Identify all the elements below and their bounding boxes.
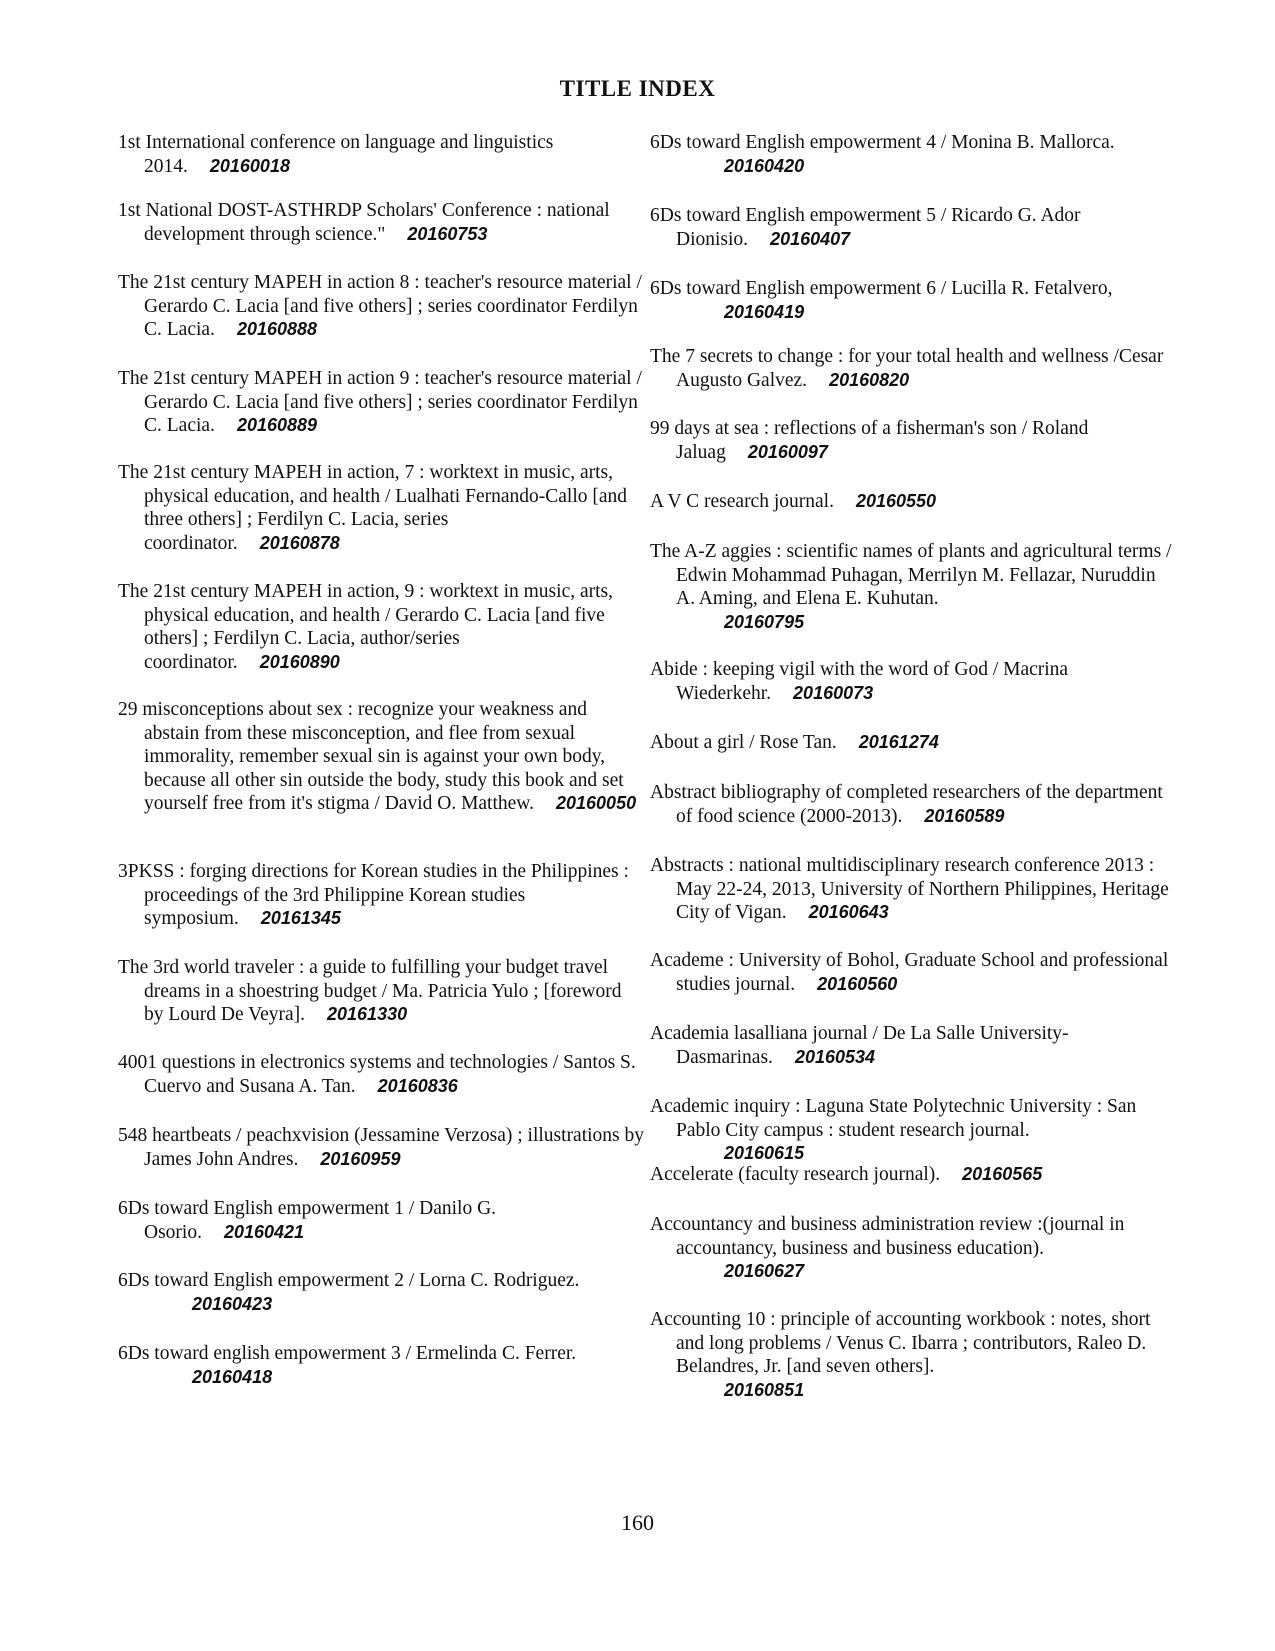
- entry-number: 20160073: [793, 682, 874, 703]
- entry-number: 20160753: [407, 223, 488, 244]
- entry-title: 6Ds toward English empowerment 5 / Ricardo G. Ador Dionisio.: [650, 205, 1081, 250]
- entry-title: 99 days at sea : reflections of a fisherman's son / Roland Jaluag: [650, 418, 1089, 463]
- entry-number: 20160407: [770, 228, 851, 249]
- entry-title: 4001 questions in electronics systems and technologies / Santos S. Cuervo and Susana A. Tan.: [118, 1052, 636, 1097]
- entry-title: Academic inquiry : Laguna State Polytechnic University : San Pablo City campus : student research journal.: [650, 1096, 1137, 1141]
- entry-number: 20160959: [320, 1148, 401, 1169]
- entry-number: 20160615: [724, 1143, 805, 1163]
- index-entry: [650, 345, 1176, 392]
- index-entry: [118, 1197, 644, 1244]
- index-entry: [118, 580, 644, 674]
- entry-title: The 3rd world traveler : a guide to fulfilling your budget travel dreams in a shoestring budget / Ma. Patricia Yulo ; [foreword by Lourd De Veyra].: [118, 957, 622, 1025]
- entry-number: 20160820: [829, 369, 910, 390]
- entry-title: The 7 secrets to change : for your total health and wellness /Cesar Augusto Galvez.: [650, 346, 1164, 391]
- entry-number: 20160418: [192, 1366, 273, 1387]
- entry-title: Accounting 10 : principle of accounting workbook : notes, short and long problems / Venus C. Ibarra ; contributors, Raleo D. Belandres, Jr. [and seven others].: [650, 1309, 1151, 1377]
- entry-title: 6Ds toward English empowerment 4 / Monina B. Mallorca.: [650, 132, 1115, 153]
- entry-number: 20160888: [236, 319, 318, 339]
- index-entry: [118, 860, 644, 931]
- entry-number: 20160550: [855, 491, 937, 511]
- index-entry: [650, 1308, 1176, 1402]
- index-entry: [118, 199, 644, 246]
- index-entry: [650, 417, 1176, 464]
- entry-title: A V C research journal.: [650, 491, 834, 512]
- entry-number: 20160851: [724, 1379, 805, 1400]
- entry-title: 6Ds toward English empowerment 6 / Lucilla R. Fetalvero,: [650, 278, 1113, 299]
- entry-number: 20160050: [556, 793, 637, 813]
- entry-title: The 21st century MAPEH in action, 7 : worktext in music, arts, physical education, and health / Lualhati Fernando-Callo [and three others] ; Ferdilyn C. Lacia, series coordinator.: [118, 462, 628, 554]
- index-entry: [650, 277, 1176, 324]
- entry-title: Abstracts : national multidisciplinary research conference 2013 : May 22-24, 2013, University of Northern Philippines, Heritage City of Vigan.: [650, 855, 1169, 923]
- entry-title: 548 heartbeats / peachxvision (Jessamine Verzosa) ; illustrations by James John Andres.: [118, 1125, 645, 1170]
- index-entry: [118, 367, 644, 438]
- entry-number: 20160097: [747, 441, 828, 462]
- entry-title: 1st National DOST-ASTHRDP Scholars' Conference : national development through science.": [118, 200, 610, 245]
- entry-number: 20160643: [808, 902, 889, 922]
- entry-number: 20160795: [724, 611, 805, 632]
- page-title: TITLE INDEX: [559, 76, 716, 101]
- entry-title: Academia lasalliana journal / De La Salle University-Dasmarinas.: [650, 1023, 1069, 1068]
- entry-title: The A-Z aggies : scientific names of plants and agricultural terms / Edwin Mohammad Puhagan, Merrilyn M. Fellazar, Nuruddin A. Aming, and Elena E. Kuhutan.: [650, 541, 1172, 609]
- index-entry: [118, 956, 644, 1027]
- index-entry: [650, 731, 1176, 755]
- entry-title: 3PKSS : forging directions for Korean studies in the Philippines : proceedings of the 3rd Philippine Korean studies symposium.: [118, 861, 629, 929]
- page-number: 160: [621, 1510, 654, 1535]
- index-entry: [118, 131, 644, 178]
- index-entry: [118, 271, 644, 342]
- entry-number: 20160878: [259, 532, 340, 553]
- entry-number: 20161274: [858, 732, 939, 752]
- index-entry: [650, 204, 1176, 251]
- index-entry: [650, 1213, 1176, 1284]
- index-entry: [118, 1051, 644, 1098]
- entry-title: 6Ds toward english empowerment 3 / Ermelinda C. Ferrer.: [118, 1343, 577, 1364]
- entry-number: 20160890: [259, 651, 340, 672]
- entry-title: Accelerate (faculty research journal).: [650, 1164, 941, 1185]
- index-entry: [118, 1269, 644, 1316]
- entry-title: The 21st century MAPEH in action, 9 : worktext in music, arts, physical education, and health / Gerardo C. Lacia [and five others] ; Ferdilyn C. Lacia, author/series coordinator.: [118, 581, 614, 673]
- index-entry: [650, 658, 1176, 705]
- entry-title: 1st International conference on language and linguistics 2014.: [118, 132, 554, 177]
- entry-number: 20160589: [924, 805, 1005, 826]
- index-entry: [118, 1342, 644, 1389]
- index-entry: [650, 781, 1176, 828]
- index-entry: [118, 1124, 644, 1171]
- entry-number: 20160889: [236, 415, 318, 435]
- entry-number: 20160018: [209, 155, 290, 176]
- entry-title: 6Ds toward English empowerment 1 / Danilo G. Osorio.: [118, 1198, 497, 1243]
- entry-title: Abstract bibliography of completed researchers of the department of food science (2000-2013).: [650, 782, 1163, 827]
- index-entry: [650, 540, 1176, 634]
- entry-number: 20160419: [724, 301, 805, 322]
- entry-number: 20160836: [377, 1075, 458, 1096]
- entry-number: 20160534: [794, 1046, 876, 1067]
- entry-title: 6Ds toward English empowerment 2 / Lorna C. Rodriguez.: [118, 1270, 580, 1291]
- index-entry: [650, 1022, 1176, 1069]
- entry-number: 20161330: [327, 1004, 408, 1024]
- index-entry: [650, 131, 1176, 178]
- entry-number: 20161345: [260, 908, 341, 928]
- entry-title: 29 misconceptions about sex : recognize your weakness and abstain from these misconception, and flee from sexual immorality, remember sexual sin is against your own body, because all other sin outside the body, study this book and set yourself free from it's stigma / David O. Matthew.: [118, 699, 624, 814]
- entry-number: 20160423: [192, 1293, 273, 1314]
- index-entry: [650, 854, 1176, 925]
- entry-number: 20160420: [724, 155, 805, 176]
- index-entry: [118, 461, 644, 555]
- entry-number: 20160565: [962, 1164, 1043, 1184]
- entry-title: The 21st century MAPEH in action 8 : teacher's resource material / Gerardo C. Lacia [and five others] ; series coordinator Ferdilyn C. Lacia.: [118, 272, 642, 340]
- index-entry: [118, 698, 644, 816]
- index-entry: [650, 490, 1176, 514]
- index-entry: [650, 1095, 1176, 1166]
- entry-number: 20160560: [817, 973, 898, 994]
- entry-title: Abide : keeping vigil with the word of God / Macrina Wiederkehr.: [650, 659, 1069, 704]
- entry-title: The 21st century MAPEH in action 9 : teacher's resource material / Gerardo C. Lacia [and five others] ; series coordinator Ferdilyn C. Lacia.: [118, 368, 642, 436]
- entry-title: Academe : University of Bohol, Graduate School and professional studies journal.: [650, 950, 1169, 995]
- entry-title: About a girl / Rose Tan.: [650, 732, 837, 753]
- index-entry: [650, 949, 1176, 996]
- index-entry: [650, 1163, 1176, 1187]
- entry-title: Accountancy and business administration review :(journal in accountancy, business and business education).: [650, 1214, 1125, 1259]
- entry-number: 20160627: [724, 1261, 805, 1281]
- entry-number: 20160421: [223, 1221, 305, 1242]
